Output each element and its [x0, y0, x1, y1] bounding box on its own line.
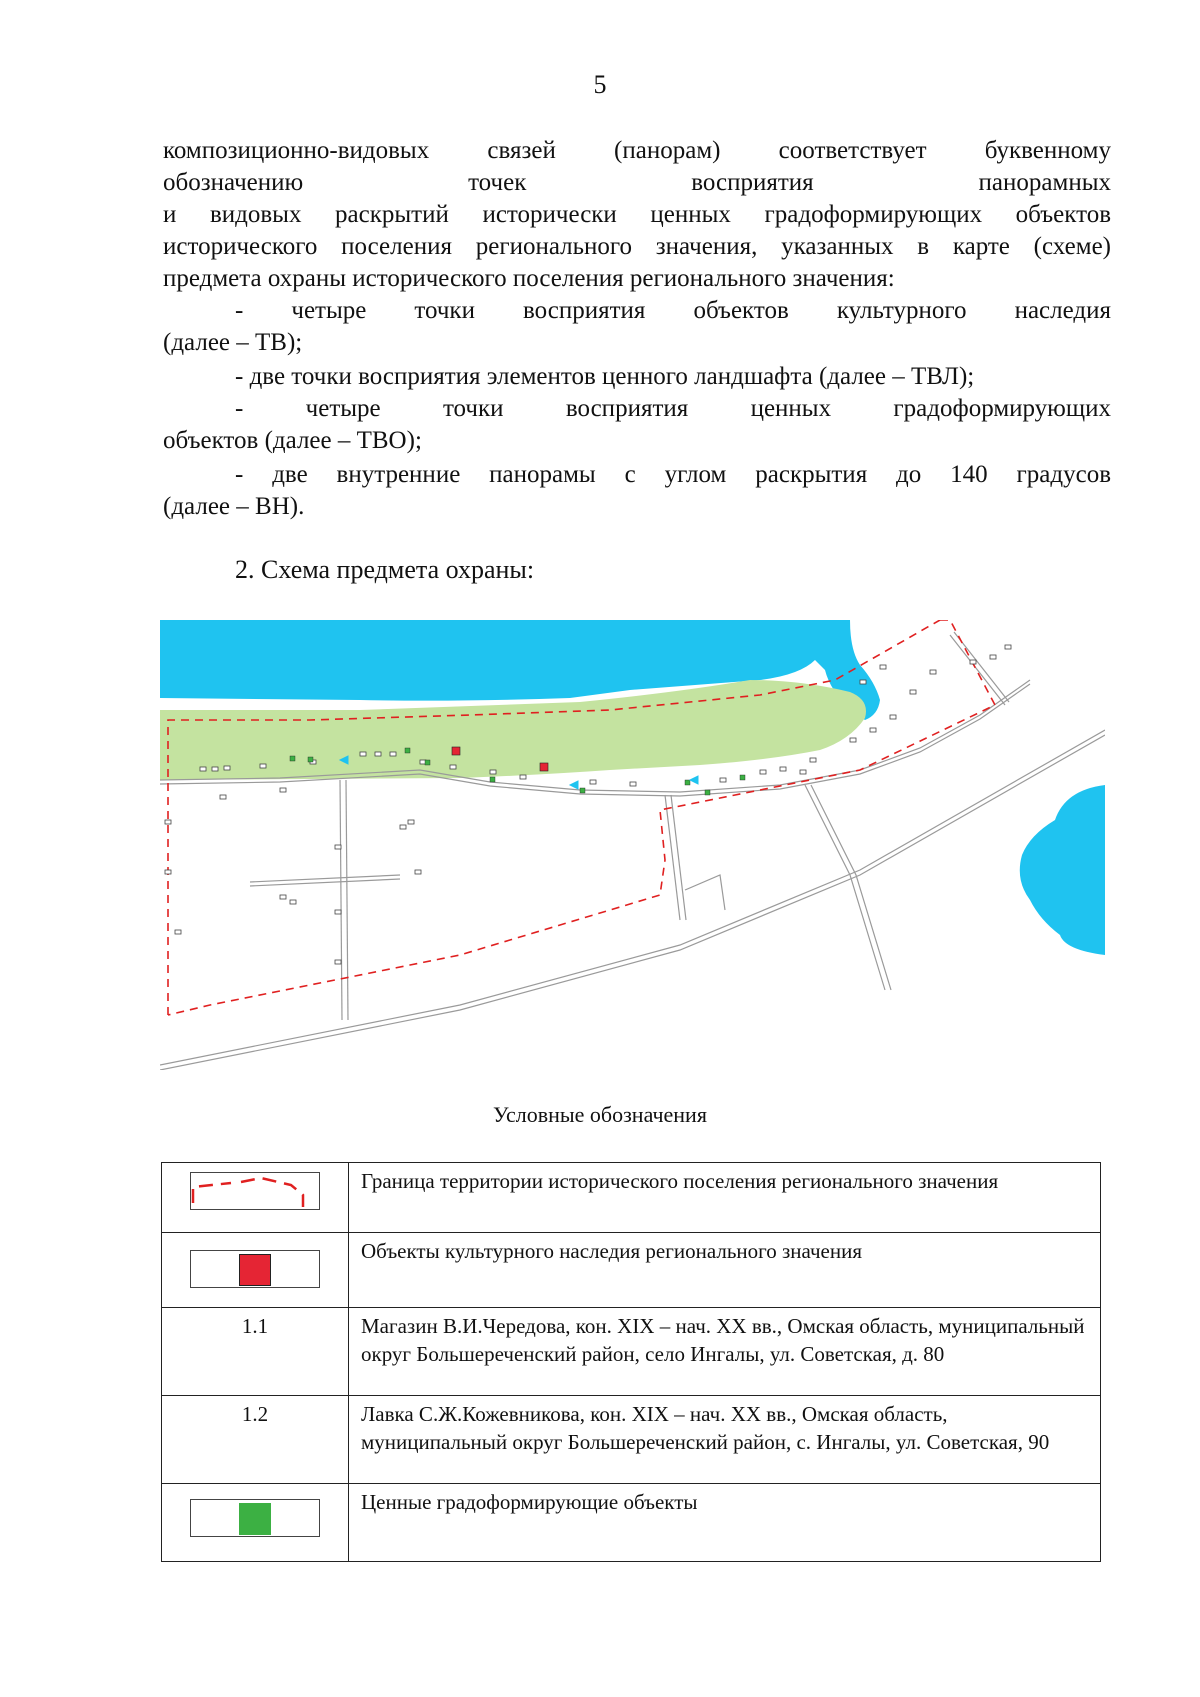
bullet-tv-cont: (далее – ТВ);: [163, 329, 303, 356]
intro-paragraph: [163, 135, 1111, 523]
legend-item-text: Магазин В.И.Чередова, кон. XIX – нач. XX вв., Омская область, муниципальный округ Большереченский район, село Ингалы, ул. Советская, д. 80: [349, 1308, 1101, 1396]
protection-scheme-map: [160, 620, 1105, 1070]
legend-item-number: 1.1: [162, 1308, 349, 1396]
heritage-object-1-2: [540, 763, 548, 771]
legend-row-valuable: [162, 1484, 1101, 1562]
paragraph-line: исторического поселения регионального значения, указанных в карте (схеме): [163, 233, 1111, 260]
bullet-tvo-cont: объектов (далее – ТВО);: [163, 427, 422, 454]
legend-row-boundary: [162, 1163, 1101, 1233]
legend-title: Условные обозначения: [493, 1102, 707, 1127]
legend-valuable-text: Ценные градоформирующие объекты: [349, 1484, 1101, 1562]
page-number: 5: [593, 70, 607, 99]
bullet-tvo: - четыре точки восприятия ценных градоформирующих: [235, 395, 1111, 422]
valuable-symbol: [190, 1499, 320, 1537]
paragraph-line: обозначению точек восприятия панорамных: [163, 169, 1111, 196]
bullet-tvl: - две точки восприятия элементов ценного ландшафта (далее – ТВЛ);: [235, 363, 975, 390]
section-heading: 2. Схема предмета охраны:: [235, 555, 535, 584]
legend-row-heritage: [162, 1233, 1101, 1308]
green-square-icon: [239, 1503, 271, 1535]
legend-item-text: Лавка С.Ж.Кожевникова, кон. XIX – нач. XX вв., Омская область, муниципальный округ Большереченский район, с. Ингалы, ул. Советская, 90: [349, 1396, 1101, 1484]
heritage-symbol: [190, 1250, 320, 1288]
legend-table: [161, 1162, 1101, 1562]
heritage-object-1-1: [452, 747, 460, 755]
paragraph-line: и видовых раскрытий исторически ценных градоформирующих объектов: [163, 201, 1111, 228]
red-square-icon: [239, 1254, 271, 1286]
paragraph-line: композиционно-видовых связей (панорам) соответствует буквенному: [163, 137, 1111, 164]
legend-heritage-text: Объекты культурного наследия регионального значения: [349, 1233, 1101, 1308]
boundary-symbol: [190, 1172, 320, 1210]
legend-row-item: [162, 1396, 1101, 1484]
legend-item-number: 1.2: [162, 1396, 349, 1484]
bullet-vn-cont: (далее – ВН).: [163, 493, 305, 520]
legend-symbol-cell: [162, 1233, 349, 1308]
legend-symbol-cell: [162, 1163, 349, 1233]
legend-boundary-text: Границa территории исторического поселения регионального значения: [349, 1163, 1101, 1233]
legend-symbol-cell: [162, 1484, 349, 1562]
bullet-tv: - четыре точки восприятия объектов культурного наследия: [235, 297, 1111, 324]
legend-row-item: [162, 1308, 1101, 1396]
bullet-vn: - две внутренние панорамы с углом раскрытия до 140 градусов: [235, 461, 1111, 488]
paragraph-line: предмета охраны исторического поселения регионального значения:: [163, 265, 895, 292]
